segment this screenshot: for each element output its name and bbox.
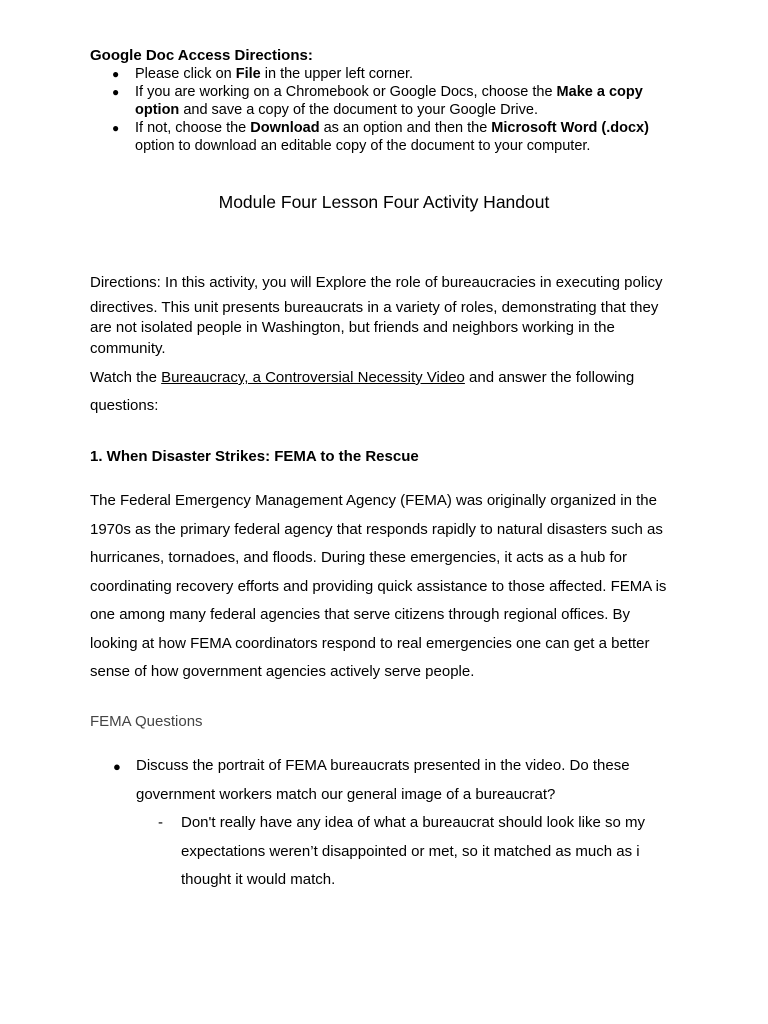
watch-line: Watch the Bureaucracy, a Controversial Necessity Video and answer the following — [90, 369, 635, 386]
section-paragraph-line: looking at how FEMA coordinators respond to real emergencies one can get a better — [90, 635, 650, 652]
access-item: ● If you are working on a Chromebook or Google Docs, choose the Make a copy option and save a copy of the document to your Google Drive. — [112, 84, 643, 118]
bullet-icon: ● — [113, 759, 121, 774]
dash-icon: - — [158, 814, 163, 831]
section-paragraph-line: 1970s as the primary federal agency that responds rapidly to natural disasters such as — [90, 521, 663, 538]
access-item: ● If not, choose the Download as an option and then the Microsoft Word (.docx) option to download an editable copy of the document to your computer. — [112, 120, 649, 154]
access-item: ● Please click on File in the upper left corner. — [112, 66, 414, 82]
section-paragraph-line: hurricanes, tornadoes, and floods. During these emergencies, it acts as a hub for — [90, 549, 627, 566]
answer-line: Don't really have any idea of what a bureaucrat should look like so my — [181, 814, 645, 831]
section-paragraph-line: one among many federal agencies that serve citizens through regional offices. By — [90, 606, 631, 623]
directions-line: are not isolated people in Washington, but friends and neighbors working in the — [90, 319, 615, 336]
directions-line: directives. This unit presents bureaucrats in a variety of roles, demonstrating that they — [90, 299, 659, 316]
answer-line: expectations weren’t disappointed or met, so it matched as much as i — [181, 843, 640, 860]
section-paragraph-line: The Federal Emergency Management Agency (FEMA) was originally organized in the — [90, 492, 657, 509]
questions-heading: FEMA Questions — [90, 713, 203, 730]
watch-line-2: questions: — [90, 397, 159, 414]
bullet-icon: ● — [112, 121, 120, 135]
answer-line: thought it would match. — [181, 871, 336, 888]
directions-line: Directions: In this activity, you will Explore the role of bureaucracies in executing policy — [90, 274, 663, 291]
section-heading: 1. When Disaster Strikes: FEMA to the Rescue — [90, 448, 419, 465]
question-line: government workers match our general image of a bureaucrat? — [136, 786, 556, 803]
question-line: Discuss the portrait of FEMA bureaucrats presented in the video. Do these — [136, 757, 630, 774]
page-title: Module Four Lesson Four Activity Handout — [218, 192, 550, 212]
directions-line: community. — [90, 340, 166, 357]
section-paragraph-line: sense of how government agencies actively serve people. — [90, 663, 475, 680]
video-link[interactable]: Bureaucracy, a Controversial Necessity Video — [161, 369, 465, 386]
bullet-icon: ● — [112, 85, 120, 99]
access-heading: Google Doc Access Directions: — [90, 47, 313, 64]
section-paragraph-line: coordinating recovery efforts and providing quick assistance to those affected. FEMA is — [90, 578, 667, 595]
bullet-icon: ● — [112, 67, 120, 81]
access-list — [90, 65, 690, 155]
